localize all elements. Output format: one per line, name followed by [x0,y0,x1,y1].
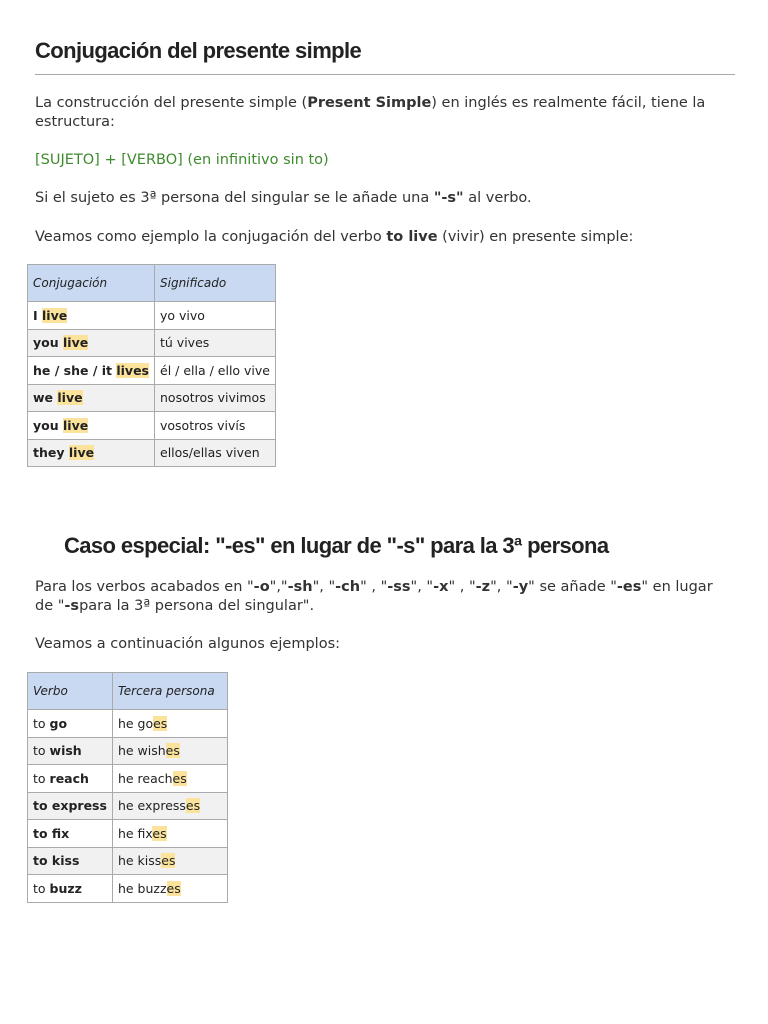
third-person-cell [112,765,227,793]
verb-prefix: to [33,798,52,814]
third-person-cell [112,875,227,903]
highlighted-verb: lives [116,362,149,378]
highlighted-verb: live [42,307,68,323]
third-person-stem: he reach [117,770,173,786]
table-row [28,792,228,820]
verb-prefix: to [33,770,50,786]
verb-cell [28,710,113,738]
conjugation-cell [28,412,155,440]
highlighted-suffix: es [161,853,176,869]
text-fragment: ", " [490,579,513,595]
example-bold-verb: to live [386,229,438,245]
verb-cell [28,792,113,820]
special-case-paragraph [35,578,725,616]
meaning-cell: nosotros vivimos [155,384,276,412]
intro-text-before: La construcción del presente simple ( [35,95,308,111]
text-fragment: " , " [448,579,476,595]
text-fragment: ", " [410,579,434,595]
subject: I [33,307,38,323]
subject: he / she / it [33,362,112,378]
highlighted-verb: live [57,390,83,406]
text-fragment: ", " [312,579,336,595]
table-row [28,439,276,467]
highlighted-suffix: es [152,825,167,841]
table-row [28,820,228,848]
intro-bold-term: Present Simple [307,95,432,111]
ending-term: -sh [287,579,313,595]
title-divider [35,74,735,75]
verb-base: kiss [51,853,80,869]
meaning-cell: ellos/ellas viven [155,439,276,467]
table-row [28,329,276,357]
verb-base: reach [49,770,89,786]
intro-paragraph [35,94,725,132]
column-header-conjugacion: Conjugación [28,265,155,302]
subject: you [33,335,59,351]
conjugation-cell [28,439,155,467]
verb-prefix: to [33,743,50,759]
intro-text-after: ) en inglés es realmente fácil, tiene la estructura: [35,95,706,130]
section-title-special-case: Caso especial: "-es" en lugar de "-s" para la 3ª persona [64,533,609,558]
rule-text-before: Si el sujeto es 3ª persona del singular se le añade una [35,190,434,206]
verb-prefix: to [33,880,50,896]
verb-cell [28,737,113,765]
conjugation-cell [28,302,155,330]
table-header-row [28,673,228,710]
third-person-cell [112,820,227,848]
meaning-cell: vosotros vivís [155,412,276,440]
example-intro [35,228,633,247]
third-person-stem: he wish [117,743,166,759]
verb-cell [28,765,113,793]
third-person-stem: he go [117,715,154,731]
examples-intro: Veamos a continuación algunos ejemplos: [35,636,341,652]
third-person-cell [112,737,227,765]
rule-text-after: al verbo. [463,190,532,206]
highlighted-suffix: es [166,880,181,896]
table-header-row [28,265,276,302]
highlighted-suffix: es [172,770,187,786]
table-row [28,412,276,440]
ending-term: -x [433,579,449,595]
text-fragment: para la 3ª persona del singular". [79,598,315,614]
example-text-before: Veamos como ejemplo la conjugación del verbo [35,229,387,245]
formula: [SUJETO] + [VERBO] (en infinitivo sin to) [35,152,329,168]
column-header-verbo: Verbo [28,673,113,710]
subject: they [33,445,65,461]
page-title: Conjugación del presente simple [35,38,362,63]
ending-term: -ch [335,579,361,595]
third-person-stem: he kiss [117,853,162,869]
text-fragment: Para los verbos acabados en " [35,579,254,595]
text-fragment: " , " [360,579,388,595]
verb-cell [28,820,113,848]
verb-base: wish [49,743,82,759]
table-row [28,875,228,903]
verb-prefix: to [33,715,50,731]
third-person-rule [35,189,532,208]
third-person-cell [112,847,227,875]
meaning-cell: yo vivo [155,302,276,330]
highlighted-verb: live [63,417,89,433]
subject: you [33,417,59,433]
table-row [28,384,276,412]
verb-base: buzz [49,880,82,896]
subject: we [33,390,54,406]
third-person-stem: he fix [117,825,153,841]
third-person-cell [112,710,227,738]
example-text-after: (vivir) en presente simple: [437,229,634,245]
table-row [28,302,276,330]
highlighted-verb: live [63,335,89,351]
column-header-tercera-persona: Tercera persona [112,673,227,710]
ending-term: -o [253,579,270,595]
ending-term: -s [64,598,80,614]
highlighted-suffix: es [153,715,168,731]
text-fragment: " se añade " [528,579,617,595]
meaning-cell: él / ella / ello vive [155,357,276,385]
third-person-stem: he express [117,798,186,814]
table-row [28,765,228,793]
highlighted-suffix: es [185,798,201,814]
meaning-cell: tú vives [155,329,276,357]
verb-base: go [49,715,68,731]
table-row [28,357,276,385]
table-row [28,737,228,765]
third-person-cell [112,792,227,820]
table-row [28,710,228,738]
verb-prefix: to [33,825,52,841]
ending-term: -z [475,579,491,595]
conjugation-cell [28,384,155,412]
highlighted-verb: live [68,445,95,461]
verb-cell [28,847,113,875]
text-fragment: " en lugar de " [35,579,713,614]
third-person-examples-table [27,672,228,903]
verb-base: express [51,798,107,814]
verb-prefix: to [33,853,52,869]
conjugation-table [27,264,276,467]
conjugation-cell [28,329,155,357]
ending-term: -es [616,579,642,595]
rule-bold-suffix: "-s" [433,190,464,206]
verb-cell [28,875,113,903]
column-header-significado: Significado [155,265,276,302]
conjugation-cell [28,357,155,385]
third-person-stem: he buzz [117,880,167,896]
text-fragment: "," [269,579,288,595]
ending-term: -y [512,579,529,595]
highlighted-suffix: es [165,743,180,759]
verb-base: fix [51,825,70,841]
ending-term: -ss [387,579,411,595]
table-row [28,847,228,875]
